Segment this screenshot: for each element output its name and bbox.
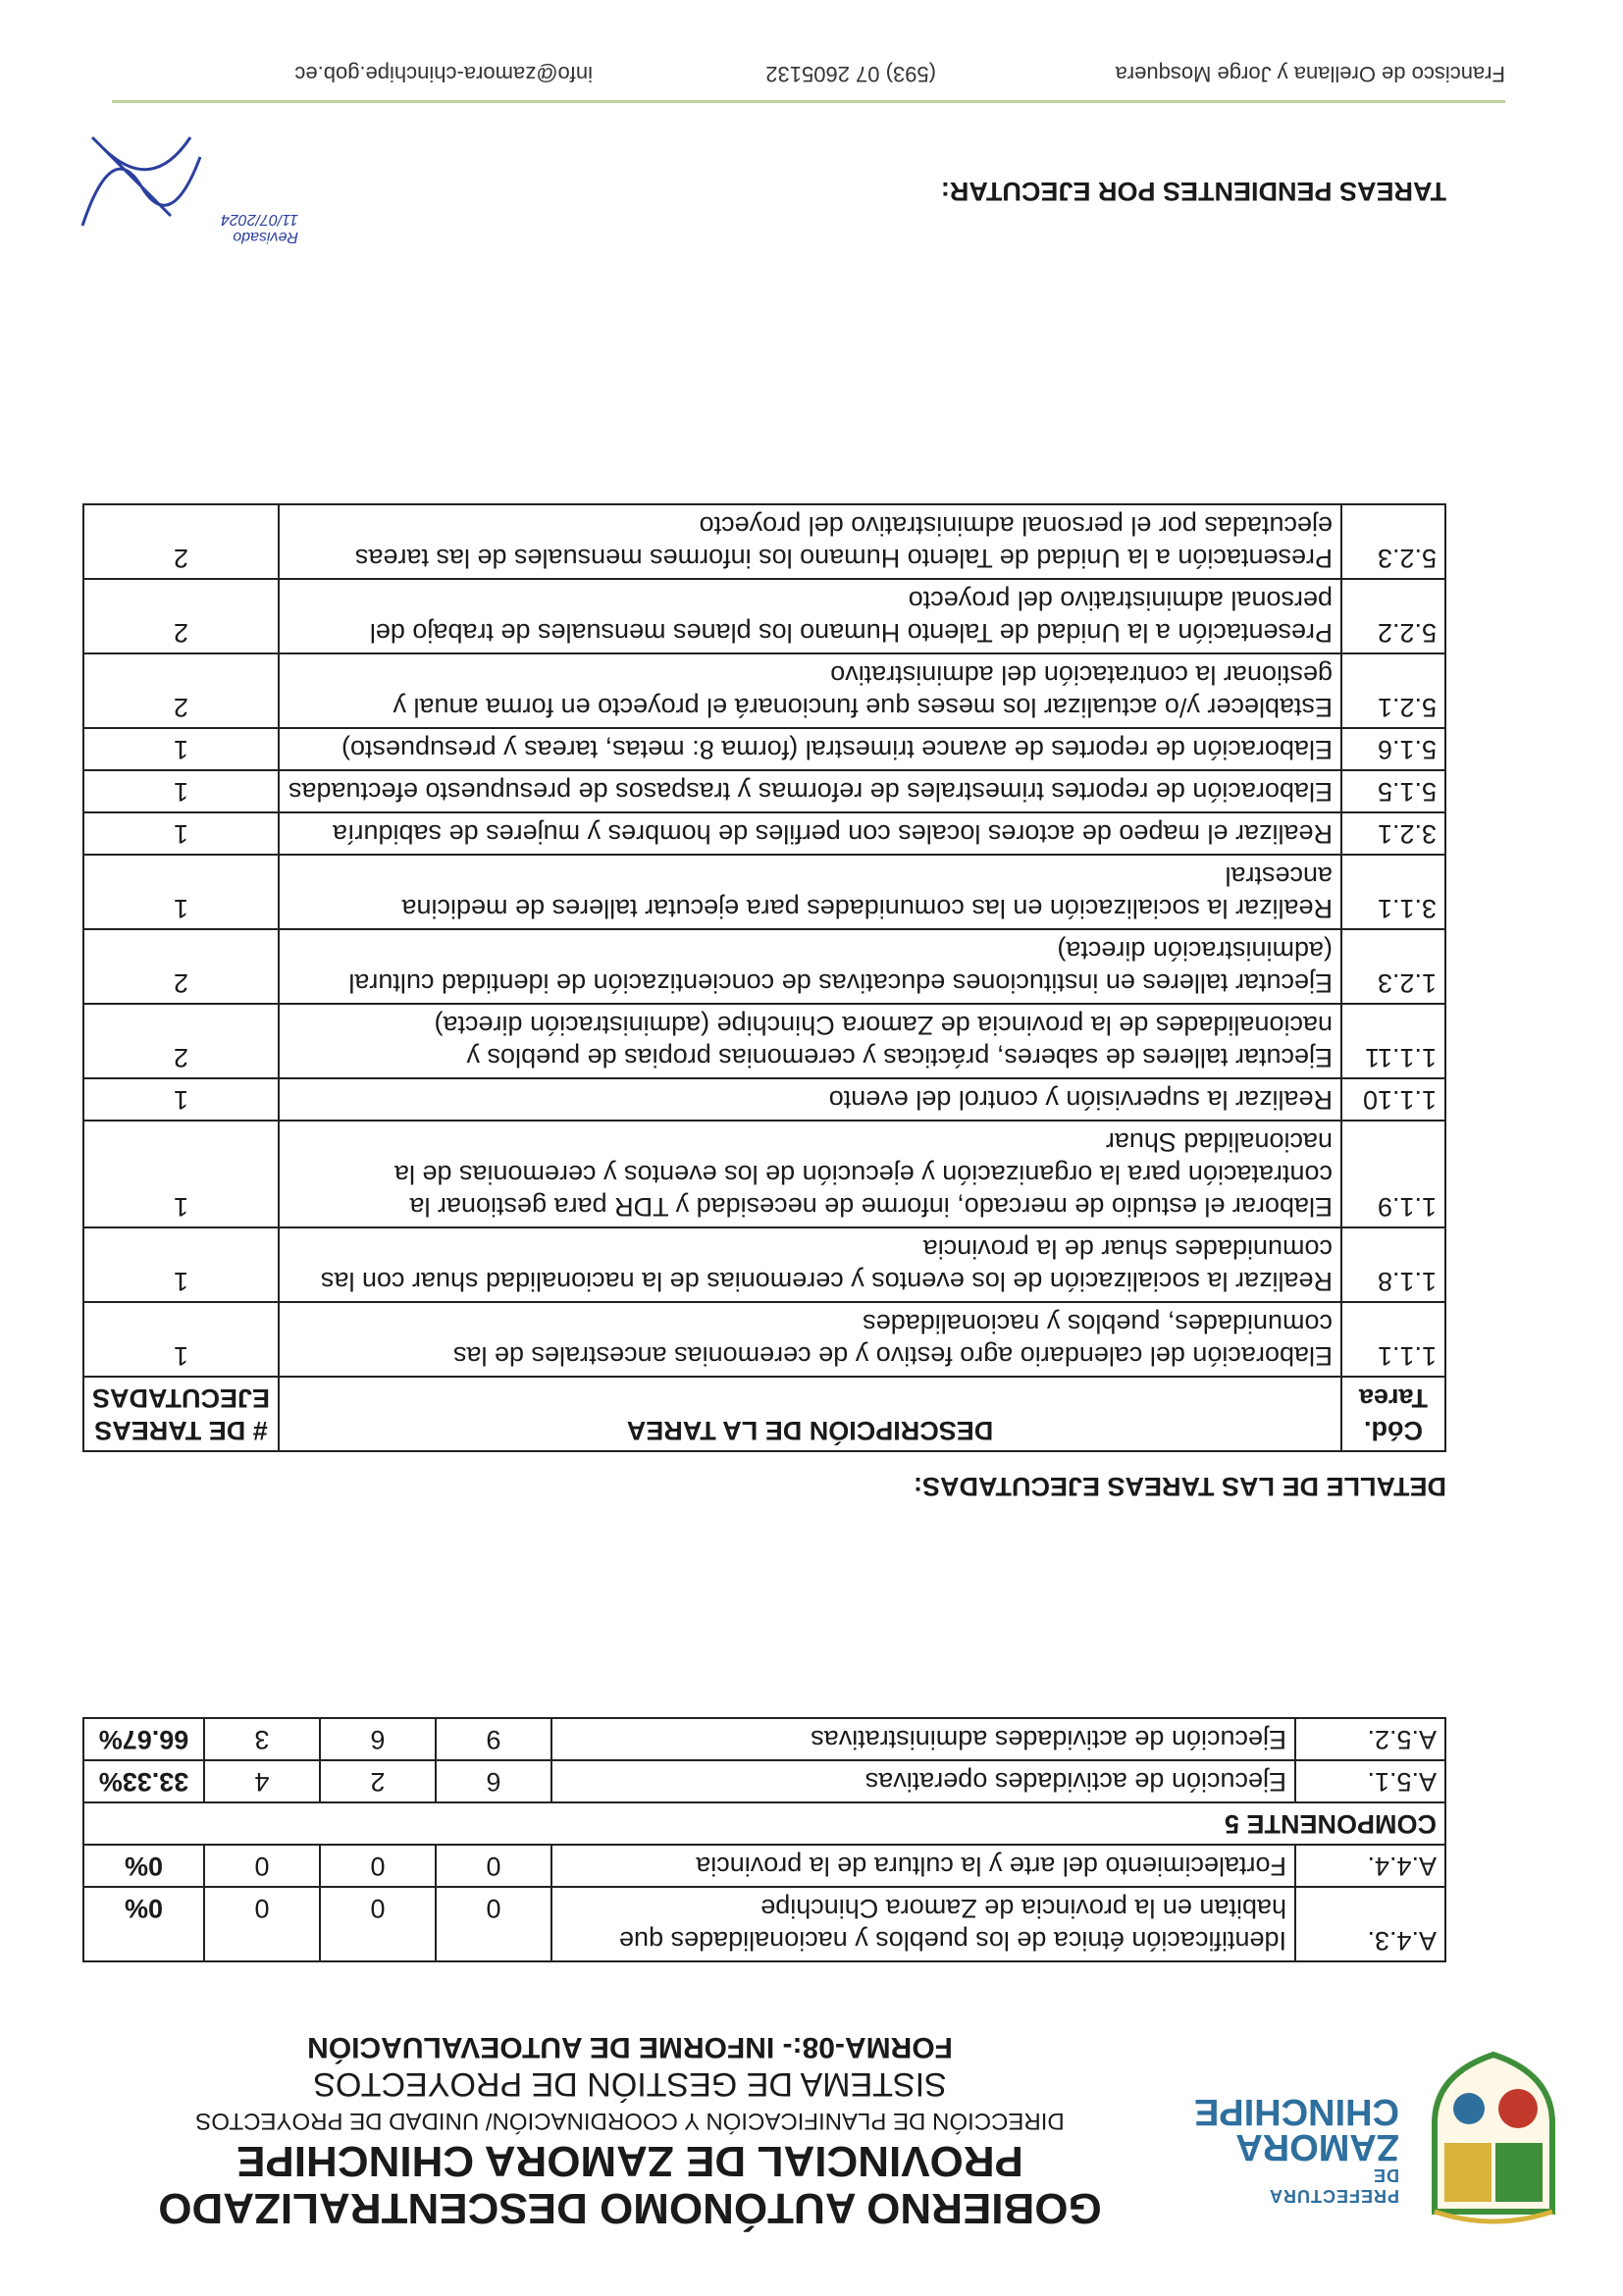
task-code: 1.1.11 — [1341, 1004, 1445, 1078]
task-code: 1.1.10 — [1341, 1078, 1445, 1121]
task-code: 5.1.5 — [1341, 770, 1445, 812]
task-desc: Elaboración de reportes de avance trimestral (forma 8: metas, tareas y presupuesto) — [279, 728, 1341, 770]
header-line-2: PROVINCIAL DE ZAMORA CHINCHIPE — [236, 2137, 1023, 2185]
table-row — [83, 579, 1445, 653]
summary-table — [82, 1717, 1446, 1962]
details-table — [82, 503, 1446, 1452]
task-desc: Realizar el mapeo de actores locales con perfiles de hombres y mujeres de sabiduría — [279, 812, 1341, 855]
row-pending: 4 — [204, 1760, 320, 1802]
footer-email: info@zamora-chinchipe.gob.ec — [294, 62, 593, 86]
row-planned: 0 — [436, 1845, 551, 1887]
row-pending: 0 — [204, 1845, 320, 1887]
task-desc: Realizar la socialización en las comunidades para ejecutar talleres de medicina ancestral — [279, 855, 1341, 929]
table-row — [83, 728, 1445, 770]
row-planned: 6 — [436, 1760, 551, 1802]
task-count: 2 — [83, 579, 279, 653]
task-code: 5.2.3 — [1341, 504, 1445, 579]
row-percent: 66.67% — [83, 1718, 204, 1760]
task-count: 1 — [83, 1227, 279, 1302]
brand-name-2: CHINCHIPE — [1193, 2091, 1399, 2132]
row-percent: 0% — [83, 1845, 204, 1887]
task-code: 5.2.2 — [1341, 579, 1445, 653]
document-header — [41, 2029, 1219, 2231]
row-code: A.4.3. — [1295, 1887, 1445, 1961]
table-row — [83, 653, 1445, 728]
task-count: 2 — [83, 653, 279, 728]
task-code: 1.2.3 — [1341, 929, 1445, 1004]
pending-title: TAREAS PENDIENTES POR EJECUTAR: — [940, 177, 1446, 206]
table-row — [83, 812, 1445, 855]
task-count: 1 — [83, 1078, 279, 1121]
header-line-1: GOBIERNO AUTÓNOMO DESCENTRALIZADO — [158, 2184, 1102, 2232]
header-line-3: DIRECCIÓN DE PLANIFICACIÓN Y COORDINACIÓN/ UNIDAD DE PROYECTOS — [195, 2108, 1065, 2134]
task-count: 1 — [83, 812, 279, 855]
row-executed: 0 — [320, 1887, 436, 1961]
row-code: A.5.1. — [1295, 1760, 1445, 1802]
table-row — [83, 770, 1445, 812]
signature-note: Revisado 11/07/2024 — [221, 211, 298, 245]
task-code: 5.2.1 — [1341, 653, 1445, 728]
task-desc: Elaboración del calendario agro festivo y de ceremonias ancestrales de las comunidades, pueblos y nacionalidades — [279, 1302, 1341, 1377]
prefectura-shield-logo — [1415, 2050, 1572, 2231]
table-header-row — [83, 1377, 1445, 1451]
row-executed: 6 — [320, 1718, 436, 1760]
row-pending: 3 — [204, 1718, 320, 1760]
header-line-5: FORMA-08:- INFORME DE AUTOEVALUACIÓN — [307, 2031, 953, 2063]
row-desc: Fortalecimiento del arte y la cultura de la provincia — [551, 1845, 1295, 1887]
table-row — [83, 1845, 1445, 1887]
row-executed: 2 — [320, 1760, 436, 1802]
row-desc: Ejecución de actividades operativas — [551, 1760, 1295, 1802]
component-label: COMPONENTE 5 — [83, 1802, 1445, 1845]
details-title: DETALLE DE LAS TAREAS EJECUTADAS: — [913, 1472, 1446, 1501]
task-desc: Presentación a la Unidad de Talento Humano los informes mensuales de las tareas ejecutadas por el personal administrativo del proyecto — [279, 504, 1341, 579]
task-desc: Establecer y/o actualizar los meses que funcionará el proyecto en forma anual y gestionar la contratación del administrativo — [279, 653, 1341, 728]
task-count: 1 — [83, 1121, 279, 1227]
task-count: 1 — [83, 728, 279, 770]
row-desc: Ejecución de actividades administrativas — [551, 1718, 1295, 1760]
row-pending: 0 — [204, 1887, 320, 1961]
brand-prefix: PREFECTURA DE — [1269, 2166, 1399, 2206]
row-code: A.4.4. — [1295, 1845, 1445, 1887]
table-row — [83, 1078, 1445, 1121]
task-count: 1 — [83, 1302, 279, 1377]
task-count: 1 — [83, 855, 279, 929]
footer-address: Francisco de Orellana y Jorge Mosquera — [1115, 62, 1505, 86]
component-row — [83, 1802, 1445, 1845]
brand-name-1: ZAMORA — [1235, 2126, 1399, 2167]
task-desc: Ejecutar talleres en instituciones educativas de concientización de identidad cultural (administración directa) — [279, 929, 1341, 1004]
signature-mark — [63, 118, 210, 255]
task-desc: Realizar la socialización de los eventos y ceremonias de la nacionalidad shuar con las comunidades shuar de la provincia — [279, 1227, 1341, 1302]
table-row — [83, 1760, 1445, 1802]
table-row — [83, 1302, 1445, 1377]
task-code: 1.1.9 — [1341, 1121, 1445, 1227]
table-row — [83, 1004, 1445, 1078]
table-row — [83, 1227, 1445, 1302]
task-code: 5.1.6 — [1341, 728, 1445, 770]
task-code: 1.1.1 — [1341, 1302, 1445, 1377]
header-line-4: SISTEMA DE GESTIÓN DE PROYECTOS — [313, 2065, 947, 2103]
task-desc: Elaboración de reportes trimestrales de reformas y traspasos de presupuesto efectuadas — [279, 770, 1341, 812]
row-planned: 9 — [436, 1718, 551, 1760]
col-count-header: # DE TAREAS EJECUTADAS — [83, 1377, 279, 1451]
row-planned: 0 — [436, 1887, 551, 1961]
task-desc: Presentación a la Unidad de Talento Humano los planes mensuales de trabajo del personal administrativo del proyecto — [279, 579, 1341, 653]
brand-block — [1193, 2091, 1399, 2206]
table-row — [83, 1887, 1445, 1961]
task-desc: Ejecutar talleres de saberes, prácticas y ceremonias propias de pueblos y nacionalidades de la provincia de Zamora Chinchipe (administración directa) — [279, 1004, 1341, 1078]
task-code: 3.2.1 — [1341, 812, 1445, 855]
task-count: 1 — [83, 770, 279, 812]
task-desc: Realizar la supervisión y control del evento — [279, 1078, 1341, 1121]
row-percent: 0% — [83, 1887, 204, 1961]
table-row — [83, 1121, 1445, 1227]
task-count: 2 — [83, 929, 279, 1004]
row-percent: 33.33% — [83, 1760, 204, 1802]
task-count: 2 — [83, 1004, 279, 1078]
task-code: 3.1.1 — [1341, 855, 1445, 929]
task-desc: Elaborar el estudio de mercado, informe de necesidad y TDR para gestionar la contratación para la organización y ejecución de los eventos y ceremonias de la nacionalidad Shuar — [279, 1121, 1341, 1227]
row-desc: Identificación étnica de los pueblos y nacionalidades que habitan en la provincia de Zamora Chinchipe — [551, 1887, 1295, 1961]
table-row — [83, 929, 1445, 1004]
row-executed: 0 — [320, 1845, 436, 1887]
col-code-header: Cód. Tarea — [1341, 1377, 1445, 1451]
task-code: 1.1.8 — [1341, 1227, 1445, 1302]
table-row — [83, 855, 1445, 929]
footer-phone: (593) 07 2605132 — [765, 62, 936, 86]
row-code: A.5.2. — [1295, 1718, 1445, 1760]
table-row — [83, 504, 1445, 579]
task-count: 2 — [83, 504, 279, 579]
table-row — [83, 1718, 1445, 1760]
col-desc-header: DESCRIPCIÓN DE LA TAREA — [279, 1377, 1341, 1451]
footer — [112, 41, 1505, 103]
